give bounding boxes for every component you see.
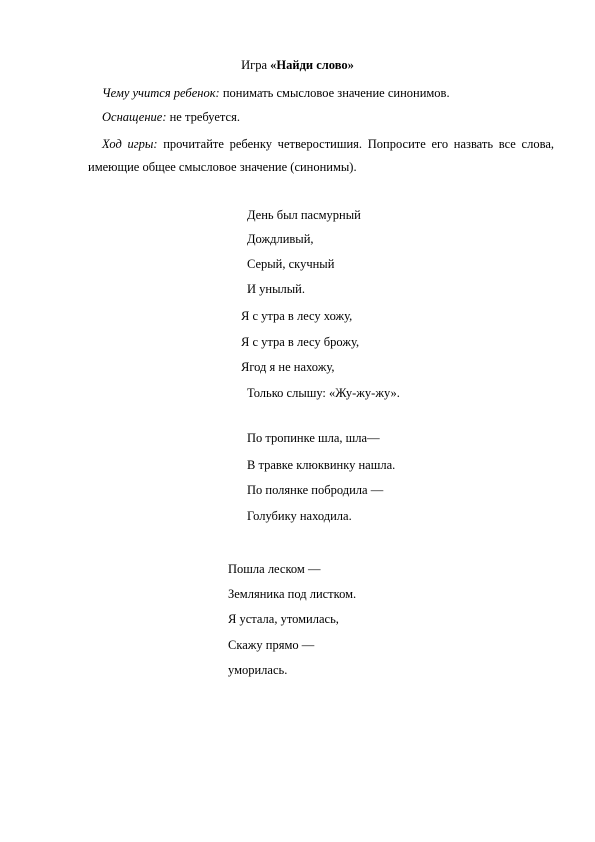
- poem-line: Я с утра в лесу хожу,: [241, 309, 353, 323]
- title-prefix: Игра: [241, 58, 271, 72]
- poem-line: Серый, скучный: [247, 257, 335, 271]
- equipment-label: Оснащение:: [102, 110, 167, 124]
- title-name: «Найди слово»: [270, 58, 354, 72]
- procedure-text: прочитайте ребенку четверостишия. Попросите его назвать все слова, имеющие общее смысловое значение (синонимы).: [88, 137, 554, 174]
- poem-line: Ягод я не нахожу,: [241, 360, 335, 374]
- poem-line: День был пасмурный: [247, 208, 361, 222]
- poem-line: Скажу прямо —: [228, 638, 315, 652]
- poem-line: Я устала, утомилась,: [228, 612, 339, 626]
- poem-line: Пошла леском —: [228, 562, 321, 576]
- poem-line: уморилась.: [228, 663, 288, 677]
- poem-line: Я с утра в лесу брожу,: [241, 335, 360, 349]
- poem-line: По тропинке шла, шла—: [247, 431, 380, 445]
- page-title: [0, 57, 595, 73]
- poem-line: По полянке побродила —: [247, 483, 384, 497]
- procedure-paragraph: [88, 133, 554, 179]
- poem-line: И унылый.: [247, 282, 305, 296]
- equipment-paragraph: [88, 109, 554, 125]
- goal-text: понимать смысловое значение синонимов.: [219, 86, 450, 100]
- goal-paragraph: [88, 85, 554, 101]
- poem-line: Голубику находила.: [247, 509, 352, 523]
- poem-line: Дождливый,: [247, 232, 314, 246]
- equipment-text: не требуется.: [166, 110, 240, 124]
- goal-label: Чему учится ребенок:: [102, 86, 220, 100]
- poem-line: Земляника под листком.: [228, 587, 357, 601]
- poem-line: Только слышу: «Жу-жу-жу».: [247, 386, 400, 400]
- procedure-label: Ход игры:: [102, 137, 158, 151]
- poem-line: В травке клюквинку нашла.: [247, 458, 396, 472]
